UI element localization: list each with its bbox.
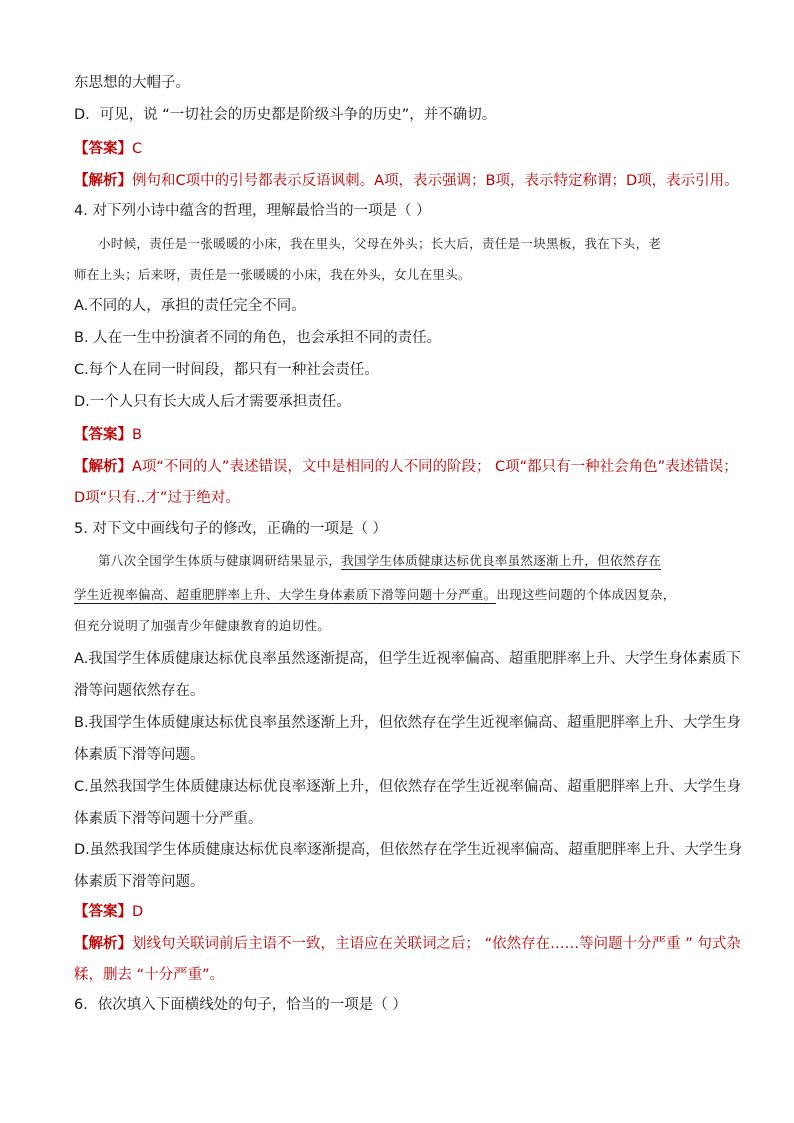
passage-text: 第八次全国学生体质与健康调研结果显示， [98, 553, 342, 568]
q5-answer [74, 902, 143, 922]
q4-option-b: B. 人在一生中扮演者不同的角色，也会承担不同的责任。 [74, 330, 442, 346]
q3-answer [74, 139, 142, 159]
q5-passage-line2 [74, 585, 676, 605]
q4-poem-line1: 小时候，责任是一张暖暖的小床，我在里头，父母在外头；长大后，责任是一块黑板，我在下头，老 [98, 236, 662, 251]
q5-stem: 5. 对下文中画线句子的修改，正确的一项是（ ） [74, 521, 388, 537]
analysis-tag: 【解析】 [74, 459, 132, 475]
q5-analysis-line1 [74, 934, 741, 954]
analysis-tag: 【解析】 [74, 173, 132, 189]
q4-option-c: C.每个人在同一时间段，都只有一种社会责任。 [74, 362, 379, 378]
q3-option-d: D．可见，说 “一切社会的历史都是阶级斗争的历史”，并不确切。 [74, 107, 497, 123]
analysis-text: 例句和C项中的引号都表示反语讽刺。A项，表示强调；B项，表示特定称谓；D项，表示引用。 [132, 173, 739, 189]
q4-poem-line2: 师在上头；后来呀，责任是一张暖暖的小床，我在外头，女儿在里头。 [74, 267, 471, 282]
q4-option-a: A.不同的人，承担的责任完全不同。 [74, 298, 306, 314]
q5-option-c-line1: C.虽然我国学生体质健康达标优良率逐渐上升，但依然存在学生近视率偏高、超重肥胖率上升、大学生身 [74, 779, 742, 795]
q4-option-d: D.一个人只有长大成人后才需要承担责任。 [74, 394, 351, 410]
q5-option-b-line2: 体素质下滑等问题。 [74, 747, 205, 763]
analysis-tag: 【解析】 [74, 936, 132, 952]
underlined-sentence: 我国学生体质健康达标优良率虽然逐渐上升，但依然存在 [341, 553, 662, 568]
q3-analysis [74, 171, 739, 191]
q3-continuation: 东思想的大帽子。 [74, 75, 190, 91]
q4-analysis-line2: D项“只有..才”过于绝对。 [74, 490, 240, 506]
q5-analysis-line2: 糅，删去 “十分严重”。 [74, 967, 225, 983]
answer-value: B [132, 427, 142, 443]
q5-option-a-line2: 滑等问题依然存在。 [74, 683, 205, 699]
q5-passage-line1 [98, 551, 661, 571]
passage-text: 出现这些问题的个体成因复杂， [496, 587, 676, 602]
q5-option-d-line2: 体素质下滑等问题。 [74, 874, 205, 890]
q6-stem: 6．依次填入下面横线处的句子，恰当的一项是（ ） [74, 997, 407, 1013]
q5-option-d-line1: D.虽然我国学生体质健康达标优良率逐渐提高，但依然存在学生近视率偏高、超重肥胖率上升、大学生身 [74, 842, 743, 858]
analysis-text: 划线句关联词前后主语不一致，主语应在关联词之后； “依然存在……等问题十分严重 ” 句式杂 [132, 936, 741, 952]
answer-value: D [132, 904, 144, 920]
q5-option-b-line1: B.我国学生体质健康达标优良率虽然逐渐上升，但依然存在学生近视率偏高、超重肥胖率上升、大学生身 [74, 715, 742, 731]
answer-tag: 【答案】 [74, 141, 132, 157]
q4-analysis-line1 [74, 457, 738, 477]
q4-answer [74, 425, 142, 445]
q5-option-c-line2: 体素质下滑等问题十分严重。 [74, 811, 263, 827]
q4-stem: 4. 对下列小诗中蕴含的哲理，理解最恰当的一项是（ ） [74, 203, 431, 219]
q5-option-a-line1: A.我国学生体质健康达标优良率虽然逐渐提高，但学生近视率偏高、超重肥胖率上升、大学生身体素质下 [74, 651, 741, 667]
q5-passage-line3: 但充分说明了加强青少年健康教育的迫切性。 [74, 618, 331, 633]
analysis-text: A项“不同的人”表述错误，文中是相同的人不同的阶段； C项“都只有一种社会角色”表述错误； [132, 459, 738, 475]
answer-tag: 【答案】 [74, 904, 132, 920]
underlined-sentence: 学生近视率偏高、超重肥胖率上升、大学生身体素质下滑等问题十分严重。 [74, 587, 497, 602]
answer-value: C [132, 141, 143, 157]
answer-tag: 【答案】 [74, 427, 132, 443]
